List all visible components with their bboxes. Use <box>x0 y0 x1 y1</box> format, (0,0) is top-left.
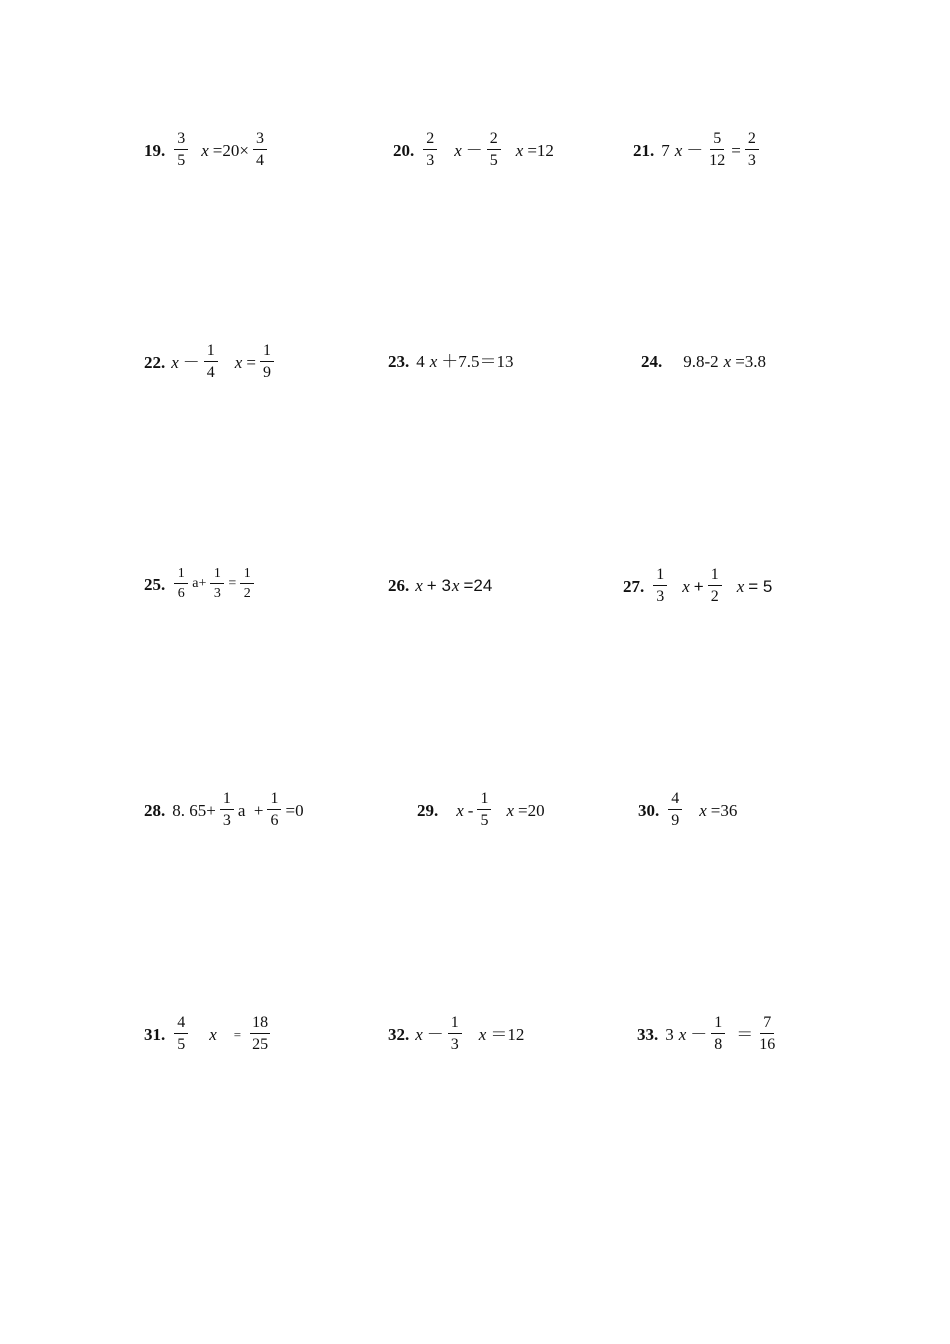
fraction: $\frac{1}{3}$ <box>210 567 224 601</box>
variable: x <box>415 1024 423 1044</box>
operator: － <box>465 140 483 160</box>
problem-26 <box>388 577 493 594</box>
problem-number: 20. <box>393 140 415 160</box>
variable: x <box>201 140 209 160</box>
operator: － <box>690 1024 708 1044</box>
problem-31 <box>144 1015 273 1053</box>
variable: x <box>454 140 462 160</box>
fraction: $\frac{1}{6}$ <box>174 567 188 601</box>
variable: x <box>515 140 524 160</box>
problem-22 <box>144 343 277 381</box>
expression-text: 8. 65+ <box>172 800 216 820</box>
expression-text: a+ <box>192 576 207 591</box>
fraction: $\frac{1}{3}$ <box>448 1015 462 1053</box>
problem-number: 24. <box>641 352 663 371</box>
operator: － <box>686 140 704 160</box>
expression-text: =20 <box>518 800 545 820</box>
problem-19 <box>144 131 270 169</box>
fraction: $\frac{1}{5}$ <box>477 791 491 829</box>
fraction: $\frac{1}{4}$ <box>204 343 218 381</box>
variable: x <box>429 352 438 371</box>
fraction: $\frac{1}{3}$ <box>220 791 234 829</box>
expression-text: =0 <box>285 800 304 820</box>
fraction: $\frac{2}{3}$ <box>745 131 759 169</box>
problem-number: 31. <box>144 1024 166 1044</box>
problem-number: 25. <box>144 574 166 594</box>
equals: = <box>228 576 237 591</box>
variable: x <box>478 1024 487 1044</box>
coefficient: 3 <box>665 1024 674 1044</box>
fraction: $\frac{1}{6}$ <box>267 791 281 829</box>
problem-number: 32. <box>388 1024 410 1044</box>
variable: x <box>171 352 179 372</box>
expression-text: 9.8-2 <box>683 352 719 371</box>
fraction: $\frac{1}{3}$ <box>653 567 667 605</box>
fraction: $\frac{3}{4}$ <box>253 131 267 169</box>
problem-21 <box>633 131 762 169</box>
variable: x <box>674 140 683 160</box>
expression-text: =12 <box>527 140 554 160</box>
operator: + <box>693 576 704 596</box>
problem-30 <box>638 791 738 829</box>
variable: x <box>682 576 690 596</box>
fraction: $\frac{1}{2}$ <box>708 567 722 605</box>
fraction: $\frac{18}{25}$ <box>252 1014 269 1053</box>
fraction: $\frac{2}{3}$ <box>423 131 437 169</box>
equals: = <box>246 352 256 372</box>
problem-number: 29. <box>417 800 439 820</box>
variable: x <box>456 800 464 820</box>
fraction: $\frac{3}{5}$ <box>174 131 188 169</box>
expression-text: a + <box>237 800 264 820</box>
problem-number: 23. <box>388 352 410 371</box>
problem-25 <box>144 567 257 601</box>
problem-32 <box>388 1015 525 1053</box>
problem-number: 27. <box>623 576 645 596</box>
equals: ＝ <box>736 1024 754 1044</box>
variable: x <box>506 800 515 820</box>
fraction: $\frac{1}{9}$ <box>260 343 274 381</box>
expression-text: =24 <box>463 576 493 595</box>
problem-number: 19. <box>144 140 166 160</box>
variable: x <box>736 576 745 596</box>
variable: x <box>699 800 707 820</box>
fraction: $\frac{5}{12}$ <box>709 130 726 169</box>
expression-text: =20× <box>212 140 249 160</box>
expression-text: =3.8 <box>735 352 767 371</box>
problem-number: 22. <box>144 352 166 372</box>
problem-24 <box>641 353 767 370</box>
problem-33 <box>637 1015 780 1053</box>
problem-number: 21. <box>633 140 655 160</box>
variable: x <box>209 1024 217 1044</box>
variable: x <box>723 352 732 371</box>
problem-28 <box>144 791 305 829</box>
fraction: $\frac{1}{2}$ <box>240 567 254 601</box>
coefficient: 4 <box>416 352 425 371</box>
expression-text: + 3 <box>426 576 451 595</box>
operator: - <box>467 800 474 820</box>
fraction: $\frac{7}{16}$ <box>759 1014 776 1053</box>
coefficient: 7 <box>661 140 670 160</box>
problem-number: 33. <box>637 1024 659 1044</box>
problem-27 <box>623 567 773 605</box>
operator: － <box>426 1024 444 1044</box>
fraction: $\frac{2}{5}$ <box>487 131 501 169</box>
problem-20 <box>393 131 555 169</box>
fraction: $\frac{4}{9}$ <box>668 791 682 829</box>
fraction: $\frac{1}{8}$ <box>711 1015 725 1053</box>
variable: x <box>678 1024 687 1044</box>
equals: = <box>233 1026 242 1042</box>
problem-number: 28. <box>144 800 166 820</box>
problem-number: 26. <box>388 576 410 595</box>
problem-number: 30. <box>638 800 660 820</box>
operator: － <box>182 352 200 372</box>
problem-29 <box>417 791 546 829</box>
expression-text: = 5 <box>748 576 773 596</box>
variable: x <box>415 576 423 595</box>
variable: x <box>234 352 243 372</box>
fraction: $\frac{4}{5}$ <box>174 1015 188 1053</box>
variable: x <box>451 576 460 595</box>
expression-text: =36 <box>710 800 738 820</box>
expression-text: ＋7.5＝13 <box>441 352 514 371</box>
problem-23 <box>388 353 515 370</box>
expression-text: ＝12 <box>490 1024 525 1044</box>
equals: = <box>731 140 741 160</box>
